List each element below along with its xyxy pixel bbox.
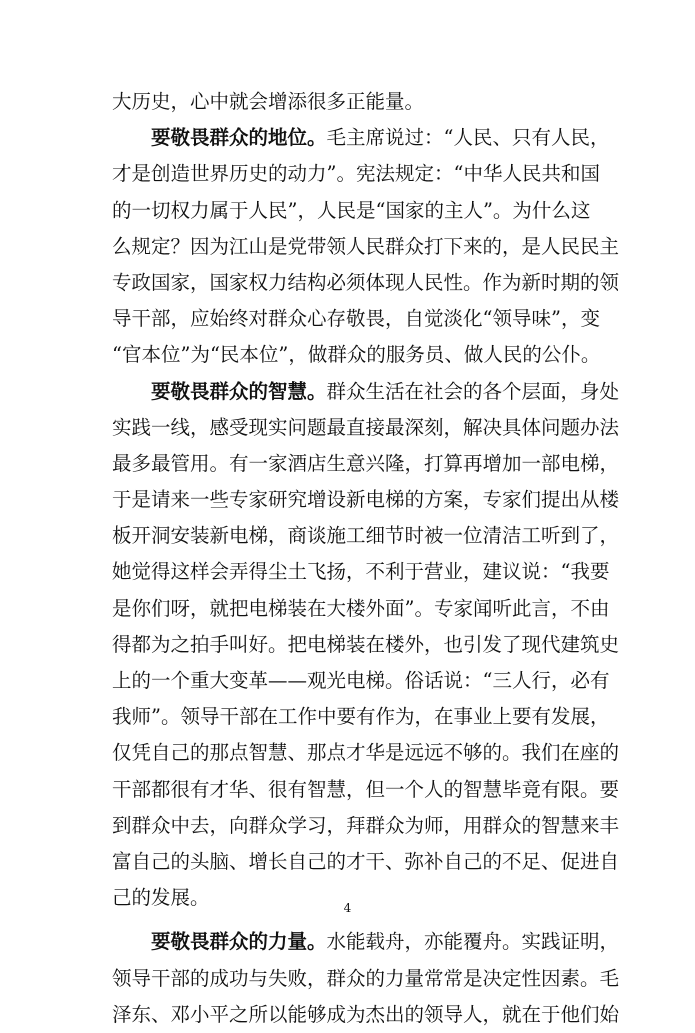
paragraph-line: 上的一个重大变革——观光电梯。俗话说：“三人行，必有 <box>112 669 610 692</box>
paragraph-heading: 要敬畏群众的智慧。 <box>151 379 327 403</box>
paragraph-line: 我师”。领导干部在工作中要有作为，在事业上要有发展， <box>112 705 610 729</box>
paragraph-line: 大历史，心中就会增添很多正能量。 <box>112 90 425 113</box>
paragraph-line: 板开洞安装新电梯，商谈施工细节时被一位清洁工听到了， <box>112 524 620 548</box>
document-body <box>112 84 620 1033</box>
paragraph-line: 己的发展。 <box>112 886 210 910</box>
paragraph-line: 得都为之拍手叫好。把电梯装在楼外，也引发了现代建筑史 <box>112 632 620 656</box>
paragraph-text: 群众生活在社会的各个层面，身处 <box>326 379 620 403</box>
paragraph-heading: 要敬畏群众的力量。 <box>151 930 327 954</box>
paragraph-line: 她觉得这样会弄得尘土飞扬，不利于营业，建议说：“我要 <box>112 560 610 584</box>
paragraph-line: 专政国家，国家权力结构必须体现人民性。作为新时期的领 <box>112 270 620 294</box>
paragraph-line: 富自己的头脑、增长自己的才干、弥补自己的不足、促进自 <box>112 849 620 873</box>
paragraph-line: 到群众中去，向群众学习，拜群众为师，用群众的智慧来丰 <box>112 813 620 837</box>
page-number: 4 <box>343 901 352 915</box>
paragraph-line: 仅凭自己的那点智慧、那点才华是远远不够的。我们在座的 <box>112 741 620 765</box>
paragraph-text: 水能载舟，亦能覆舟。实践证明， <box>326 930 620 954</box>
paragraph-line: 领导干部的成功与失败，群众的力量常常是决定性因素。毛 <box>112 966 620 990</box>
paragraph-heading: 要敬畏群众的地位。 <box>151 126 327 150</box>
paragraph-line: 干部都很有才华、很有智慧，但一个人的智慧毕竟有限。要 <box>112 777 620 801</box>
paragraph-line: 的一切权力属于人民”，人民是“国家的主人”。为什么这 <box>112 198 591 222</box>
paragraph-line: 最多最管用。有一家酒店生意兴隆，打算再增加一部电梯， <box>112 451 620 475</box>
paragraph-line: 泽东、邓小平之所以能够成为杰出的领导人，就在于他们始 <box>112 1002 620 1026</box>
paragraph-line: 么规定？因为江山是党带领人民群众打下来的，是人民民主 <box>112 234 620 258</box>
paragraph-line: 才是创造世界历史的动力”。宪法规定：“中华人民共和国 <box>112 162 600 186</box>
paragraph-text: 毛主席说过：“人民、只有人民， <box>326 126 610 150</box>
paragraph-first-line <box>112 374 620 410</box>
paragraph-first-line <box>112 120 610 156</box>
paragraph-line: 是你们呀，就把电梯装在大楼外面”。专家闻听此言，不由 <box>112 596 610 620</box>
paragraph-first-line <box>112 924 620 960</box>
paragraph-line: 实践一线，感受现实问题最直接最深刻，解决具体问题办法 <box>112 415 620 439</box>
paragraph-line: 于是请来一些专家研究增设新电梯的方案，专家们提出从楼 <box>112 488 620 512</box>
paragraph-spacing <box>112 916 584 924</box>
paragraph-line: 导干部，应始终对群众心存敬畏，自觉淡化“领导味”，变 <box>112 307 600 331</box>
paragraph-line: “官本位”为“民本位”，做群众的服务员、做人民的公仆。 <box>112 343 601 367</box>
